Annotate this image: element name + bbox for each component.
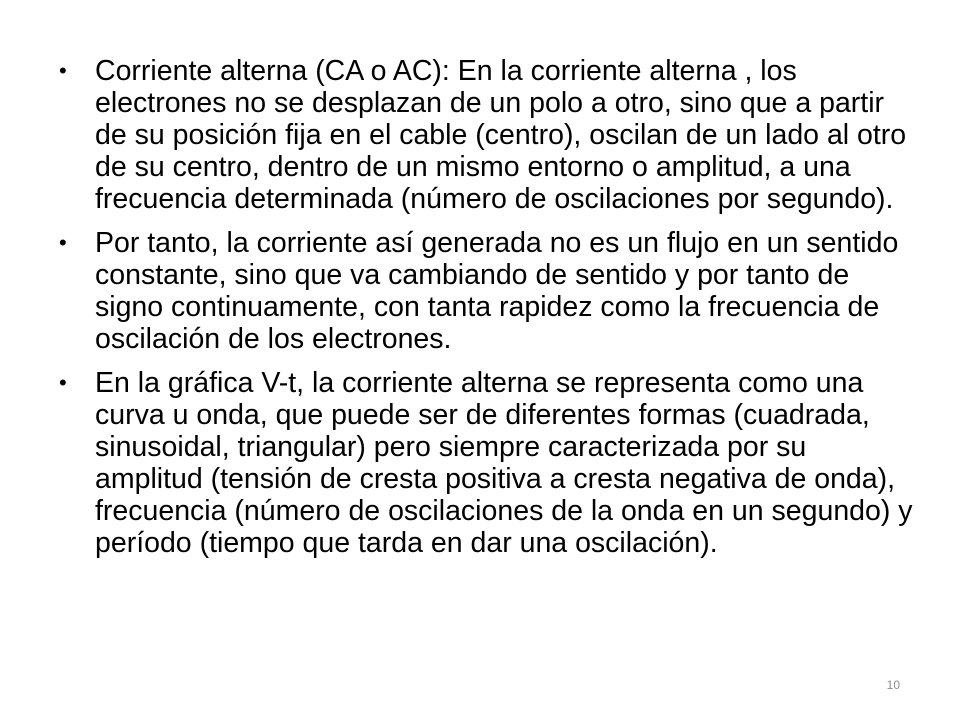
bullet-dot-icon: • [59,58,67,83]
bullet-item-direction-change [58,227,918,355]
bullet-text: En la gráfica V-t, la corriente alterna se representa como una curva u onda, que puede ser de diferentes formas (cuadrada, sinusoidal, triangular) pero siempre caracterizada por su amplitud (tensión de cresta positiva a cresta negativa de onda), frecuencia (número de oscilaciones de la onda en un segundo) y período (tiempo que tarda en dar una oscilación). [95,367,913,559]
bullet-dot-icon: • [59,230,67,255]
bullet-item-vt-graph [58,367,918,559]
page-number: 10 [886,678,900,692]
bullet-item-ac-definition [58,55,918,215]
slide-content [58,55,918,571]
bullet-dot-icon: • [59,370,67,395]
bullet-text: Corriente alterna (CA o AC): En la corriente alterna , los electrones no se desplazan de un polo a otro, sino que a partir de su posición fija en el cable (centro), oscilan de un lado al otro de su centro, dentro de un mismo entorno o amplitud, a una frecuencia determinada (número de oscilaciones por segundo). [95,55,907,215]
bullet-text: Por tanto, la corriente así generada no es un flujo en un sentido constante, sino que va cambiando de sentido y por tanto de signo continuamente, con tanta rapidez como la frecuencia de oscilación de los electrones. [95,227,899,355]
bullet-list [58,55,918,559]
